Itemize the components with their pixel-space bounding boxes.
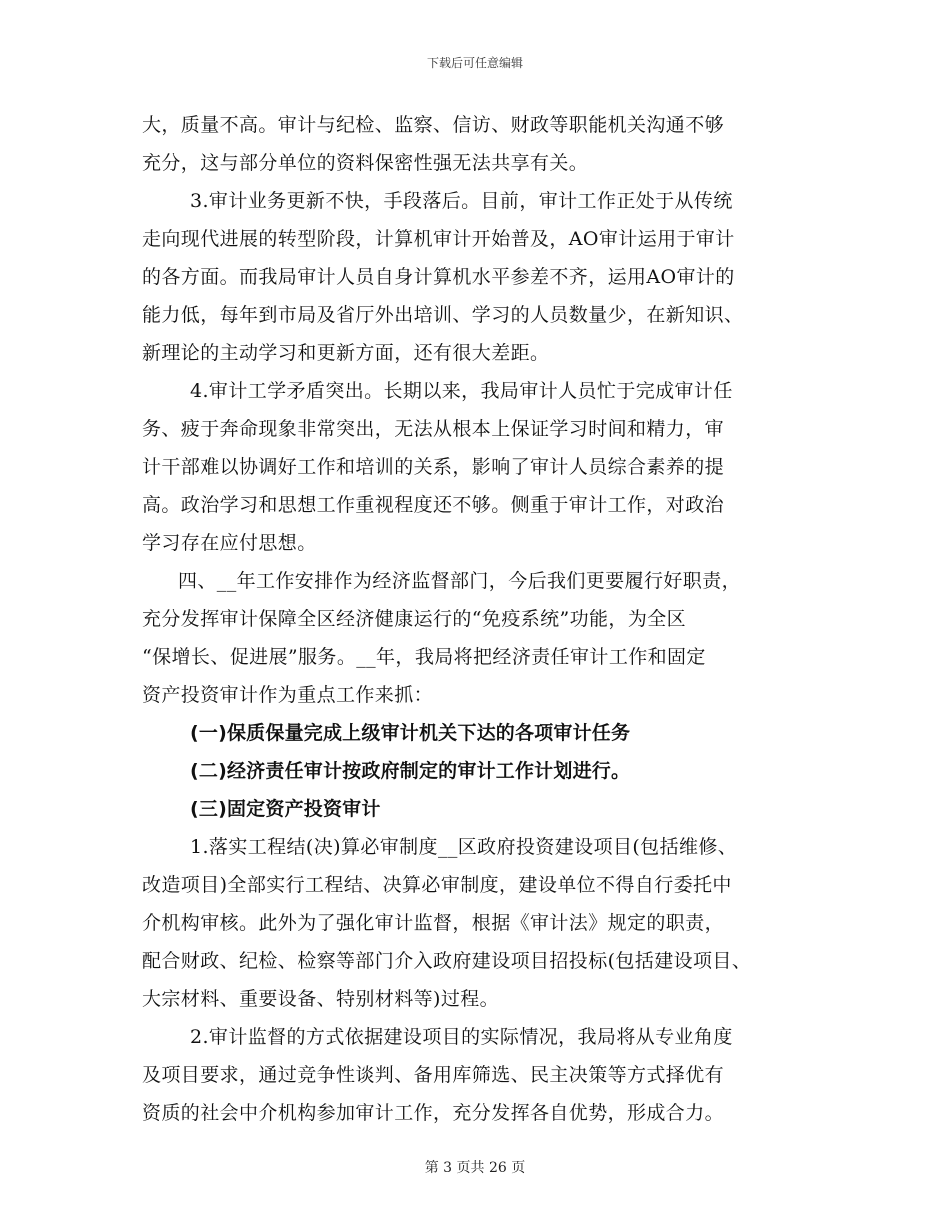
text-line: 计干部难以协调好工作和培训的关系，影响了审计人员综合素养的提 (142, 456, 725, 478)
page-header: 下载后可任意编辑 (426, 56, 523, 70)
text-line: 2.审计监督的方式依据建设项目的实际情况，我局将从专业角度 (190, 1026, 733, 1048)
page-footer: 第 3 页共 26 页 (424, 1160, 526, 1176)
text-line: 资产投资审计作为重点工作来抓： (142, 684, 434, 706)
text-line: 大，质量不高。审计与纪检、监察、信访、财政等职能机关沟通不够 (142, 114, 725, 136)
section-heading: (一)保质保量完成上级审计机关下达的各项审计任务 (190, 722, 631, 744)
text-line: 配合财政、纪检、检察等部门介入政府建设项目招投标(包括建设项目、 (142, 950, 752, 972)
text-line: 资质的社会中介机构参加审计工作，充分发挥各自优势，形成合力。 (142, 1102, 725, 1124)
text-line: 的各方面。而我局审计人员自身计算机水平参差不齐，运用AO审计的 (142, 266, 735, 288)
text-line: 改造项目)全部实行工程结、决算必审制度，建设单位不得自行委托中 (142, 874, 732, 896)
section-heading: (三)固定资产投资审计 (190, 798, 381, 820)
text-line: 充分发挥审计保障全区经济健康运行的“免疫系统”功能，为全区 (142, 608, 687, 630)
text-line: 介机构审核。此外为了强化审计监督，根据《审计法》规定的职责， (142, 912, 725, 934)
text-line: “保增长、促进展”服务。__年，我局将把经济责任审计工作和固定 (142, 646, 706, 668)
text-line: 及项目要求，通过竞争性谈判、备用库筛选、民主决策等方式择优有 (142, 1064, 725, 1086)
text-line: 能力低，每年到市局及省厅外出培训、学习的人员数量少，在新知识、 (142, 304, 744, 326)
text-line: 四、__年工作安排作为经济监督部门，今后我们更要履行好职责， (178, 570, 742, 592)
text-line: 学习存在应付思想。 (142, 532, 317, 554)
text-line: 3.审计业务更新不快，手段落后。目前，审计工作正处于从传统 (190, 190, 733, 212)
text-line: 务、疲于奔命现象非常突出，无法从根本上保证学习时间和精力，审 (142, 418, 725, 440)
text-line: 1.落实工程结(决)算必审制度__区政府投资建设项目(包括维修、 (190, 836, 738, 858)
text-line: 高。政治学习和思想工作重视程度还不够。侧重于审计工作，对政治 (142, 494, 725, 516)
text-line: 大宗材料、重要设备、特别材料等)过程。 (142, 988, 500, 1010)
text-line: 走向现代进展的转型阶段，计算机审计开始普及，AO审计运用于审计 (142, 228, 735, 250)
document-body (142, 106, 812, 1132)
section-heading: (二)经济责任审计按政府制定的审计工作计划进行。 (190, 760, 631, 782)
text-line: 充分，这与部分单位的资料保密性强无法共享有关。 (142, 152, 589, 174)
text-line: 新理论的主动学习和更新方面，还有很大差距。 (142, 342, 550, 364)
text-line: 4.审计工学矛盾突出。长期以来，我局审计人员忙于完成审计任 (190, 380, 733, 402)
